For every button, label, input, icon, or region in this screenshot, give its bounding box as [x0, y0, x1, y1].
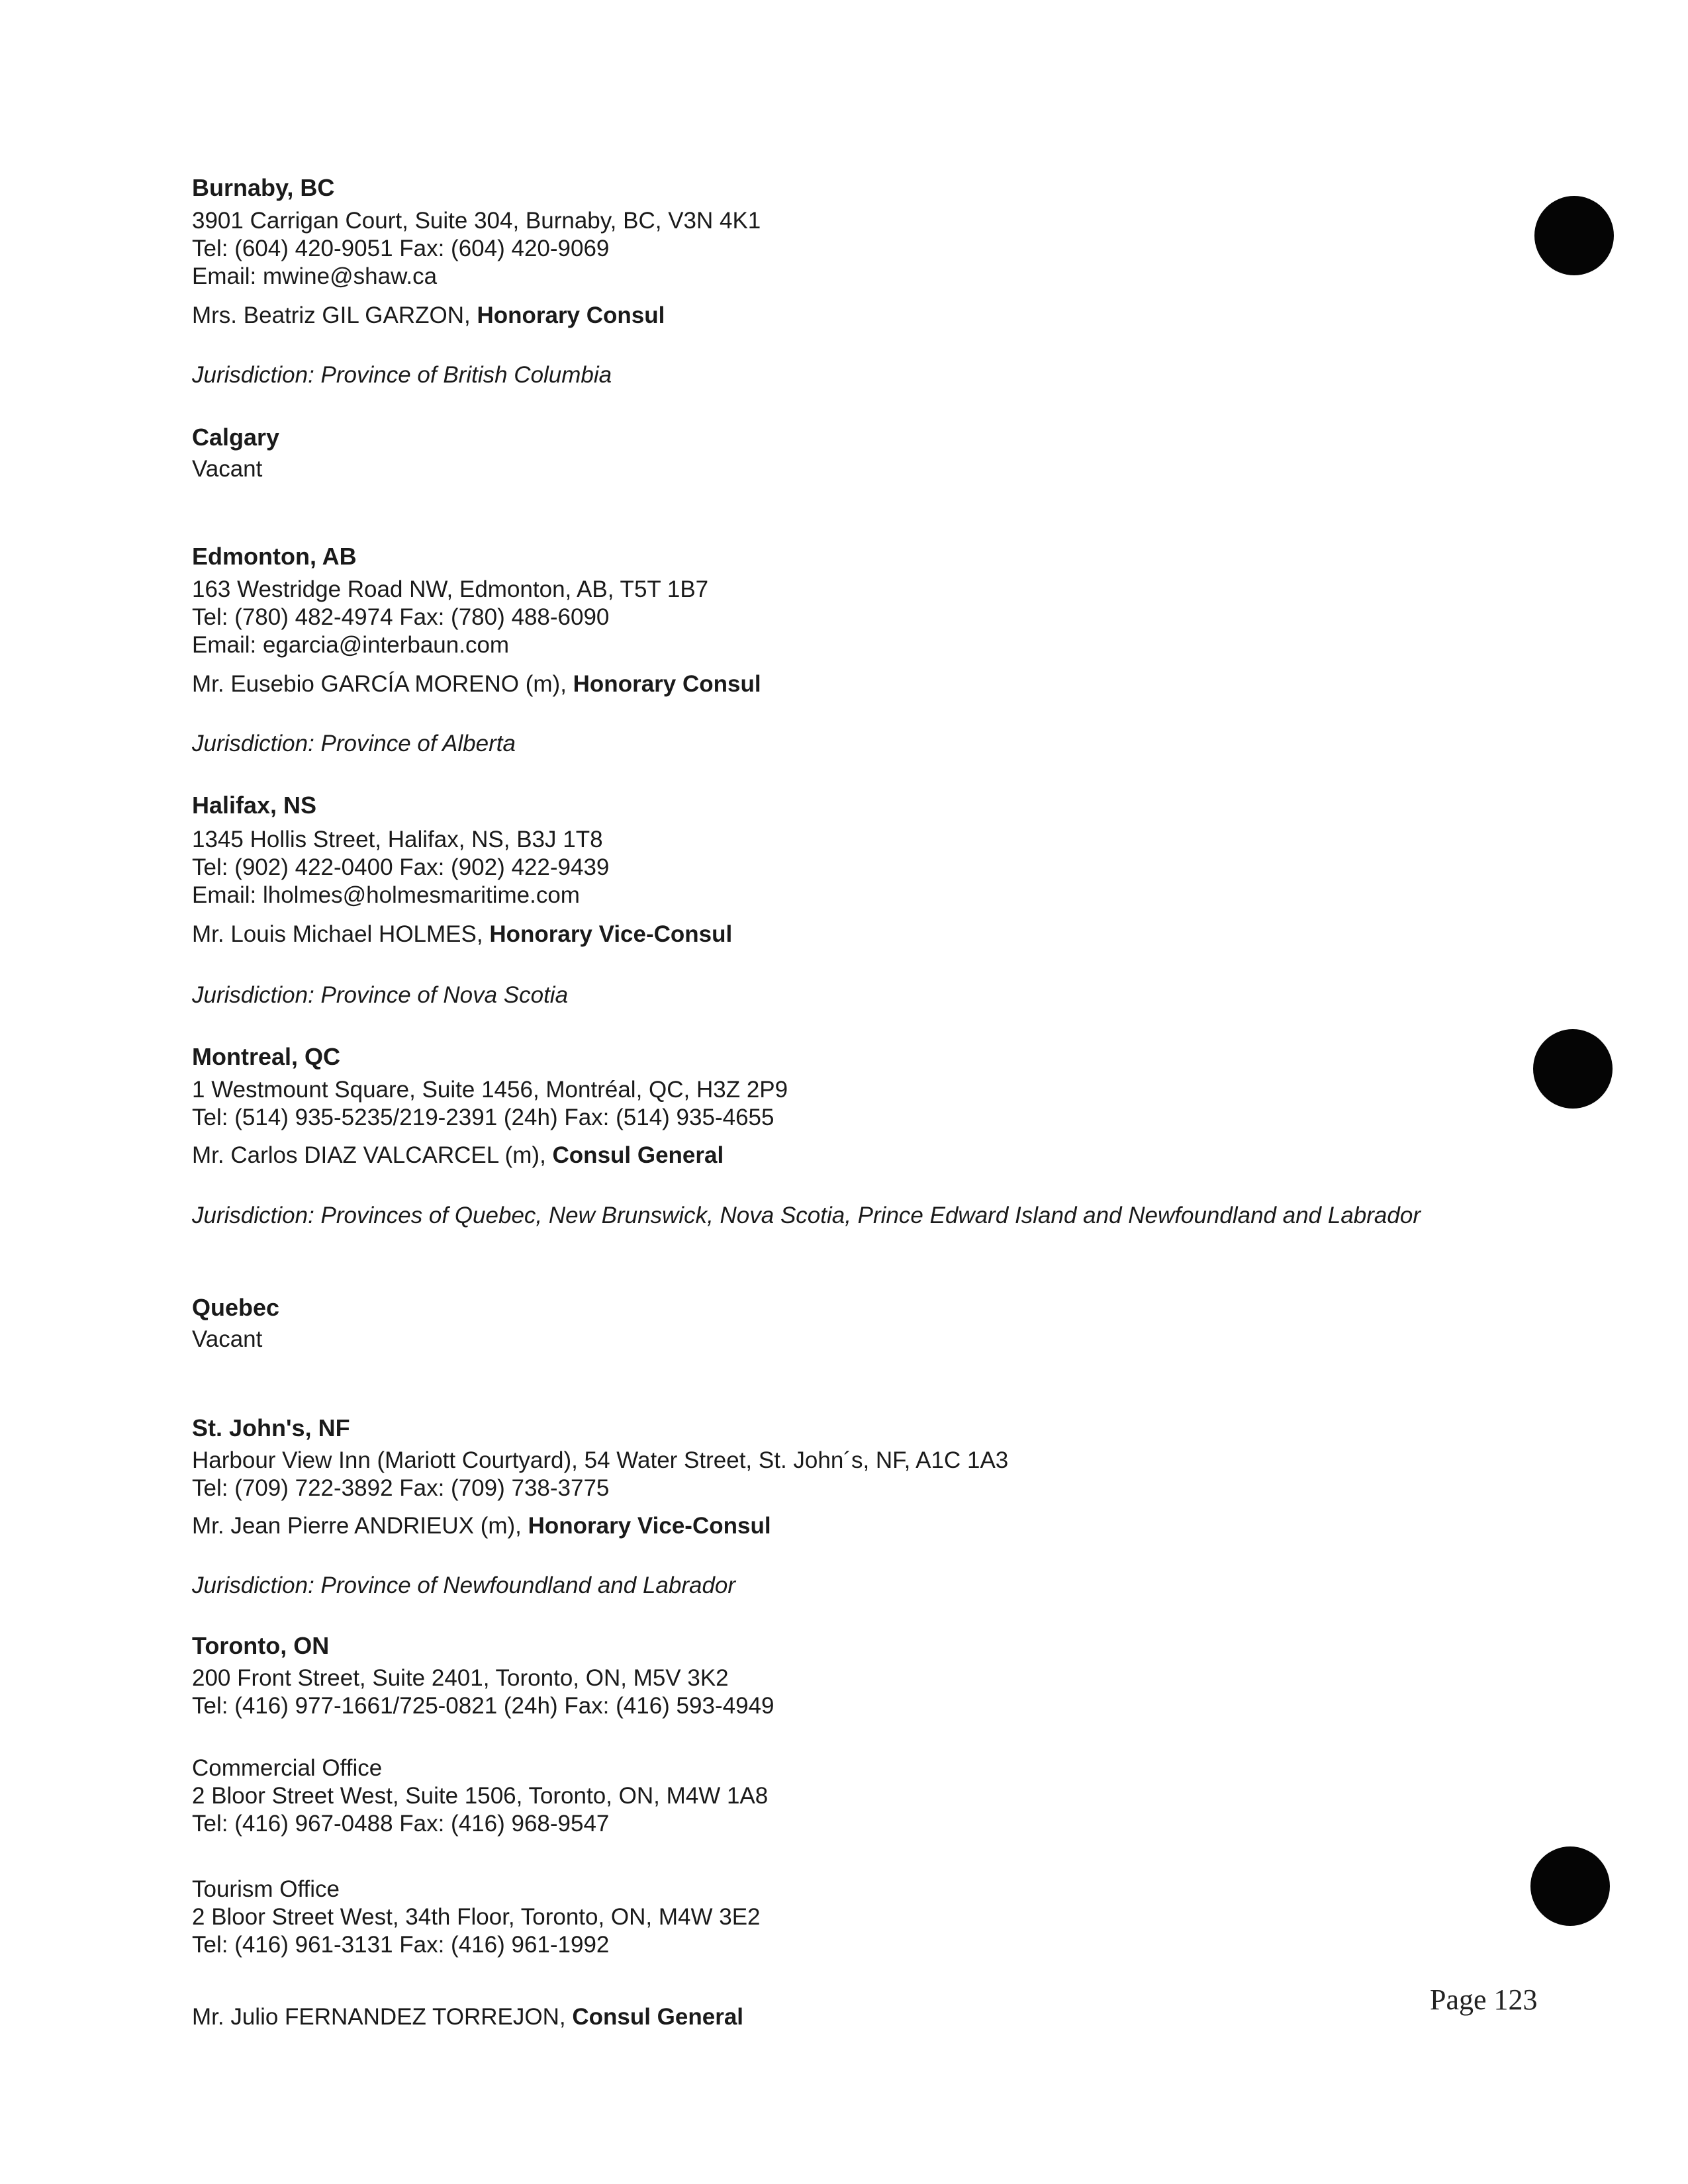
email-line: Email: lholmes@holmesmaritime.com [192, 882, 580, 908]
official-name: Mrs. Beatriz GIL GARZON, [192, 302, 477, 328]
entry-heading: Edmonton, AB [192, 543, 357, 570]
jurisdiction: Jurisdiction: Province of Newfoundland and Labrador [192, 1572, 736, 1598]
jurisdiction: Jurisdiction: Province of British Columbia [192, 362, 612, 388]
official-line [192, 1142, 724, 1169]
email-line: Email: mwine@shaw.ca [192, 263, 438, 289]
entry-heading: Burnaby, BC [192, 174, 335, 201]
page-number: Page 123 [1430, 1983, 1538, 2016]
official-name: Mr. Louis Michael HOLMES, [192, 921, 490, 947]
official-title: Honorary Consul [477, 302, 665, 328]
official-name: Mr. Eusebio GARCÍA MORENO (m), [192, 671, 573, 697]
commercial-office-label: Commercial Office [192, 1755, 383, 1781]
address-line: 200 Front Street, Suite 2401, Toronto, ON, M5V 3K2 [192, 1665, 729, 1691]
official-line [192, 2003, 743, 2031]
official-line [192, 921, 732, 948]
tourism-office-address: 2 Bloor Street West, 34th Floor, Toronto, ON, M4W 3E2 [192, 1904, 761, 1930]
official-name: Mr. Jean Pierre ANDRIEUX (m), [192, 1513, 528, 1539]
official-title: Honorary Vice-Consul [528, 1513, 771, 1539]
punch-hole-bottom [1530, 1846, 1610, 1926]
address-line: 163 Westridge Road NW, Edmonton, AB, T5T 1B7 [192, 576, 709, 602]
commercial-office-phone: Tel: (416) 967-0488 Fax: (416) 968-9547 [192, 1811, 610, 1837]
commercial-office-address: 2 Bloor Street West, Suite 1506, Toronto, ON, M4W 1A8 [192, 1783, 769, 1809]
official-name: Mr. Carlos DIAZ VALCARCEL (m), [192, 1142, 553, 1168]
phone-line: Tel: (902) 422-0400 Fax: (902) 422-9439 [192, 854, 610, 880]
official-title: Honorary Vice-Consul [489, 921, 733, 947]
official-title: Consul General [552, 1142, 724, 1168]
entry-heading: Quebec [192, 1294, 280, 1321]
tourism-office-label: Tourism Office [192, 1876, 340, 1902]
entry-heading: Calgary [192, 424, 280, 451]
official-title: Consul General [572, 2004, 744, 2030]
jurisdiction: Jurisdiction: Provinces of Quebec, New Brunswick, Nova Scotia, Prince Edward Island and Newfoundland and Labrador [192, 1203, 1421, 1228]
official-title: Honorary Consul [573, 671, 761, 697]
address-line: 1 Westmount Square, Suite 1456, Montréal, QC, H3Z 2P9 [192, 1077, 788, 1103]
official-name: Mr. Julio FERNANDEZ TORREJON, [192, 2004, 573, 2030]
punch-hole-top [1534, 196, 1614, 275]
punch-hole-middle [1533, 1029, 1613, 1109]
official-line [192, 670, 761, 698]
vacant-status: Vacant [192, 1326, 263, 1352]
vacant-status: Vacant [192, 456, 263, 482]
entry-heading: Halifax, NS [192, 792, 317, 819]
entry-heading: Montreal, QC [192, 1043, 341, 1070]
phone-line: Tel: (780) 482-4974 Fax: (780) 488-6090 [192, 604, 610, 630]
address-line: Harbour View Inn (Mariott Courtyard), 54 Water Street, St. John´s, NF, A1C 1A3 [192, 1447, 1009, 1473]
tourism-office-phone: Tel: (416) 961-3131 Fax: (416) 961-1992 [192, 1932, 610, 1958]
entry-heading: Toronto, ON [192, 1632, 330, 1659]
official-line [192, 1512, 771, 1540]
email-line: Email: egarcia@interbaun.com [192, 632, 510, 658]
phone-line: Tel: (514) 935-5235/219-2391 (24h) Fax: (514) 935-4655 [192, 1105, 774, 1130]
address-line: 3901 Carrigan Court, Suite 304, Burnaby, BC, V3N 4K1 [192, 208, 761, 234]
official-line [192, 302, 665, 330]
address-line: 1345 Hollis Street, Halifax, NS, B3J 1T8 [192, 827, 603, 852]
phone-line: Tel: (416) 977-1661/725-0821 (24h) Fax: (416) 593-4949 [192, 1693, 774, 1719]
jurisdiction: Jurisdiction: Province of Nova Scotia [192, 982, 569, 1008]
phone-line: Tel: (709) 722-3892 Fax: (709) 738-3775 [192, 1475, 610, 1501]
jurisdiction: Jurisdiction: Province of Alberta [192, 731, 516, 756]
phone-line: Tel: (604) 420-9051 Fax: (604) 420-9069 [192, 236, 610, 261]
entry-heading: St. John's, NF [192, 1414, 350, 1441]
